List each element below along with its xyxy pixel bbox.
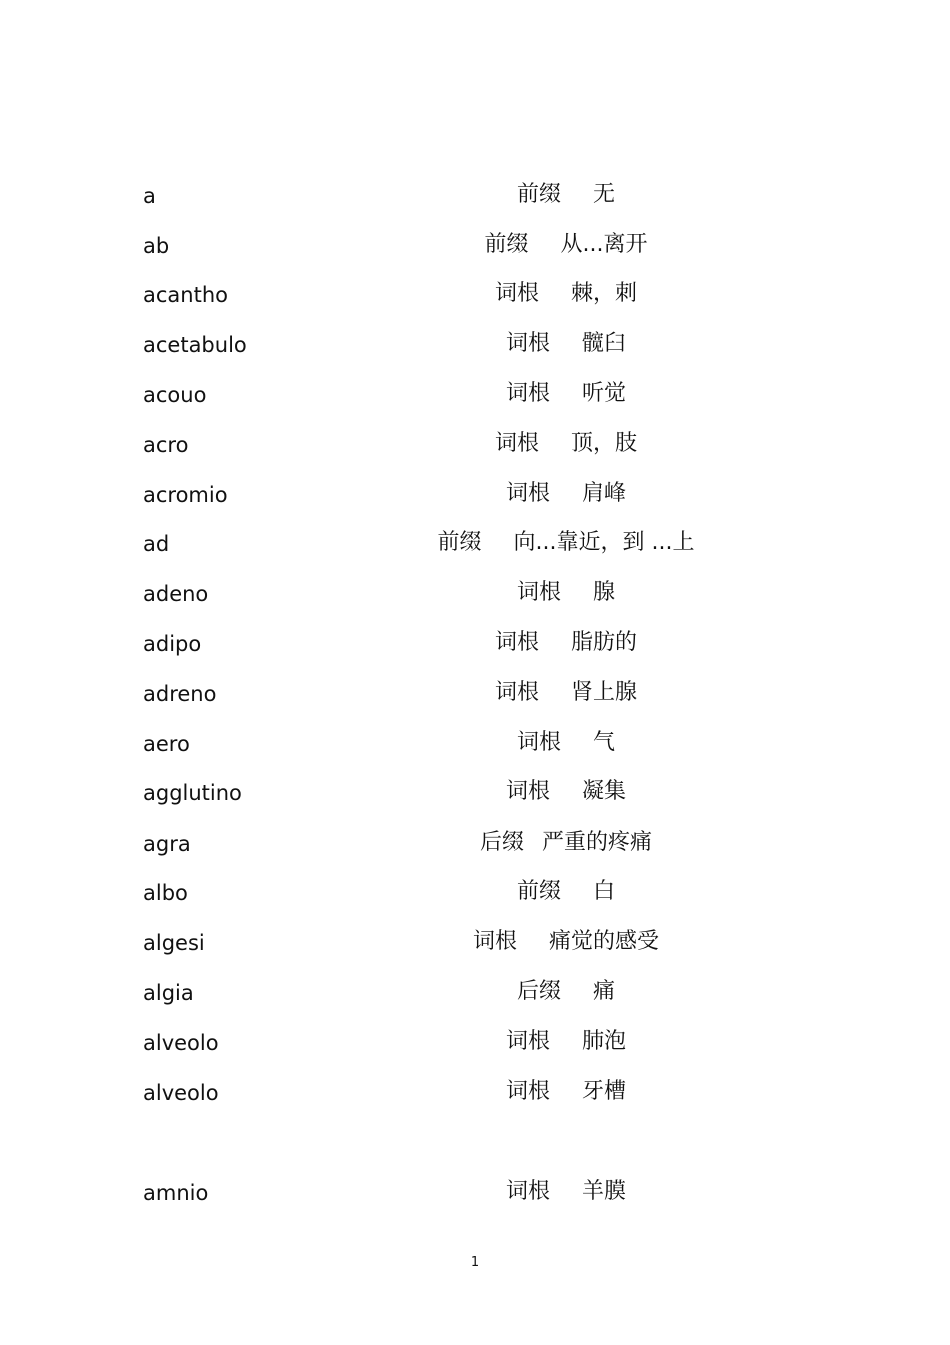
entry-definition xyxy=(0,778,950,806)
entry-meaning: 白 xyxy=(593,879,616,904)
list-item xyxy=(0,1028,950,1058)
entry-meaning: 无 xyxy=(593,182,616,207)
entry-meaning: 肩峰 xyxy=(582,481,627,506)
entry-definition xyxy=(0,878,950,906)
entry-type: 词根 xyxy=(516,580,561,605)
entry-meaning: 棘，刺 xyxy=(571,281,638,306)
entry-term: adreno xyxy=(143,682,217,706)
entry-term: alveolo xyxy=(143,1031,219,1055)
entry-meaning: 顶，肢 xyxy=(571,431,638,456)
entry-meaning: 痛 xyxy=(593,979,616,1004)
list-item xyxy=(0,380,950,410)
entry-term: amnio xyxy=(143,1181,209,1205)
entry-type: 前缀 xyxy=(484,232,529,257)
entry-meaning: 痛觉的感受 xyxy=(549,929,660,954)
entry-term: adeno xyxy=(143,582,209,606)
entry-type: 词根 xyxy=(494,680,539,705)
entry-type: 词根 xyxy=(505,1079,550,1104)
entry-definition xyxy=(0,330,950,358)
entry-term: agglutino xyxy=(143,781,242,805)
entry-type: 后缀 xyxy=(479,830,524,855)
entry-definition xyxy=(0,380,950,408)
entry-term: algia xyxy=(143,981,194,1005)
entry-type: 词根 xyxy=(472,929,517,954)
list-item xyxy=(0,181,950,211)
list-item xyxy=(0,829,950,859)
entry-term: aero xyxy=(143,732,190,756)
entry-type: 前缀 xyxy=(437,530,482,555)
list-item xyxy=(0,280,950,310)
entry-term: alveolo xyxy=(143,1081,219,1105)
entry-term: agra xyxy=(143,832,191,856)
entry-type: 词根 xyxy=(494,630,539,655)
entry-type: 词根 xyxy=(505,381,550,406)
entry-type: 词根 xyxy=(494,281,539,306)
entry-definition xyxy=(0,629,950,657)
entry-definition xyxy=(0,280,950,308)
entry-meaning: 严重的疼痛 xyxy=(542,830,653,855)
entry-type: 词根 xyxy=(505,331,550,356)
entry-meaning: 脂肪的 xyxy=(571,630,638,655)
entry-meaning: 髋臼 xyxy=(582,331,627,356)
list-item xyxy=(0,928,950,958)
entry-definition xyxy=(0,480,950,508)
entry-type: 前缀 xyxy=(516,879,561,904)
list-item xyxy=(0,978,950,1008)
entry-type: 前缀 xyxy=(516,182,561,207)
entry-term: acro xyxy=(143,433,189,457)
entry-type: 词根 xyxy=(505,1179,550,1204)
entry-meaning: 腺 xyxy=(593,580,616,605)
entry-term: a xyxy=(143,184,156,208)
entry-definition xyxy=(0,679,950,707)
entry-type: 词根 xyxy=(505,481,550,506)
entry-type: 词根 xyxy=(505,779,550,804)
list-item xyxy=(0,729,950,759)
entry-definition xyxy=(0,579,950,607)
list-item xyxy=(0,1078,950,1108)
entry-meaning: 肾上腺 xyxy=(571,680,638,705)
entry-definition xyxy=(0,829,950,857)
list-item xyxy=(0,679,950,709)
entry-meaning: 从...离开 xyxy=(560,232,648,257)
entry-type: 词根 xyxy=(494,431,539,456)
entry-definition xyxy=(0,1178,950,1206)
entry-type: 词根 xyxy=(505,1029,550,1054)
entry-term: acantho xyxy=(143,283,228,307)
entry-meaning: 牙槽 xyxy=(582,1079,627,1104)
entry-term: acromio xyxy=(143,483,228,507)
entry-meaning: 肺泡 xyxy=(582,1029,627,1054)
entry-meaning: 凝集 xyxy=(582,779,627,804)
list-item xyxy=(0,878,950,908)
entry-term: acetabulo xyxy=(143,333,247,357)
list-item xyxy=(0,480,950,510)
list-item xyxy=(0,579,950,609)
entry-definition xyxy=(0,181,950,209)
entry-meaning: 羊膜 xyxy=(582,1179,627,1204)
entry-meaning: 听觉 xyxy=(582,381,627,406)
entry-definition xyxy=(0,978,950,1006)
page-number: 1 xyxy=(470,1255,480,1270)
list-item xyxy=(0,529,950,559)
entry-definition xyxy=(0,1028,950,1056)
list-item xyxy=(0,231,950,261)
list-item xyxy=(0,330,950,360)
entry-term: ab xyxy=(143,234,170,258)
entry-term: ad xyxy=(143,532,170,556)
entry-term: algesi xyxy=(143,931,205,955)
entry-definition xyxy=(0,729,950,757)
entry-type: 后缀 xyxy=(516,979,561,1004)
entry-definition xyxy=(0,928,950,956)
list-item xyxy=(0,629,950,659)
entry-meaning: 气 xyxy=(593,730,616,755)
list-item xyxy=(0,1178,950,1208)
entry-definition xyxy=(0,1078,950,1106)
entry-term: albo xyxy=(143,881,188,905)
list-item xyxy=(0,778,950,808)
entry-definition xyxy=(0,430,950,458)
entry-term: adipo xyxy=(143,632,202,656)
entry-definition xyxy=(0,231,950,259)
entry-definition xyxy=(0,529,950,557)
entry-type: 词根 xyxy=(516,730,561,755)
list-item xyxy=(0,430,950,460)
entry-meaning: 向...靠近，到 ...上 xyxy=(513,530,695,555)
entry-term: acouo xyxy=(143,383,207,407)
